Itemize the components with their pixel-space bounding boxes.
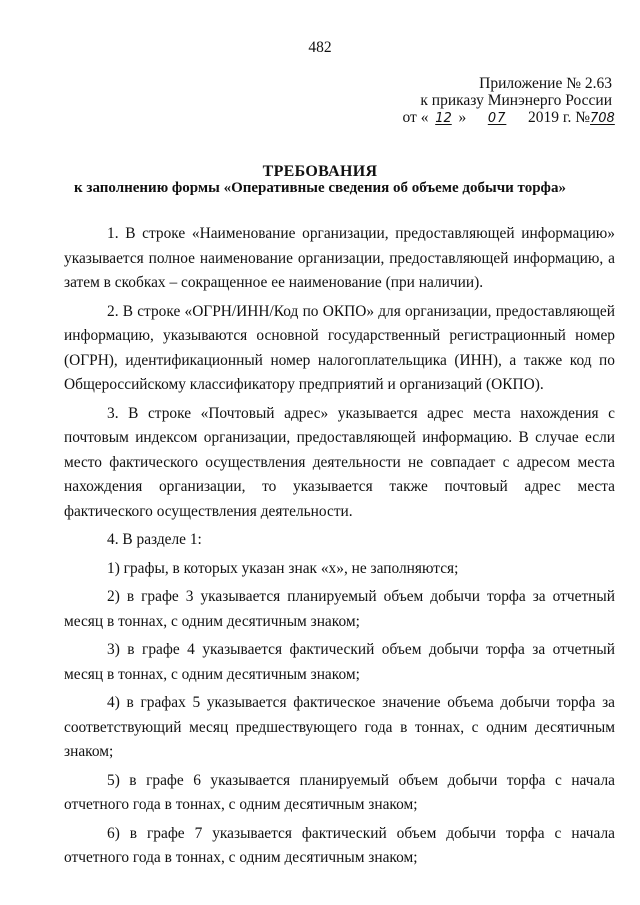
page-number: 482 — [308, 39, 332, 56]
paragraph: 1) графы, в которых указан знак «х», не заполняются; — [107, 559, 459, 577]
date-year-text: 2019 г. № — [527, 109, 590, 126]
document-title: ТРЕБОВАНИЯ — [262, 163, 378, 180]
paragraph: 3. В строке «Почтовый адрес» указывается адрес места нахождения с почтовым индексом организации, предоставляющей информацию. В случае если место фактического осуществления деятельности не совпадает с адресом места нахождения организации, то указывается также почтовый адрес места фактического осуществления деятельности. — [64, 404, 615, 520]
paragraph: 1. В строке «Наименование организации, предоставляющей информацию» указывается полное наименование организации, предоставляющей информацию, а затем в скобках – сокращенное ее наименование (при наличии). — [64, 225, 615, 291]
handwritten-day: 12 — [435, 111, 452, 126]
paragraph: 4. В разделе 1: — [107, 531, 202, 548]
handwritten-order-number: 708 — [590, 111, 615, 126]
paragraph: 2. В строке «ОГРН/ИНН/Код по ОКПО» для организации, предоставляющей информацию, указываются основной государственный регистрационный номер (ОГРН), идентификационный номер налогоплательщика (ИНН), а также код по Общероссийскому классификатору предприятий и организаций (ОКПО). — [64, 302, 615, 393]
appendix-title: Приложение № 2.63 — [479, 75, 612, 92]
appendix-order-ref: к приказу Минэнерго России — [420, 92, 612, 109]
paragraph: 2) в графе 3 указывается планируемый объем добычи торфа за отчетный месяц в тоннах, с одним десятичным знаком; — [64, 588, 615, 630]
handwritten-month: 07 — [487, 111, 507, 126]
document-subtitle: к заполнению формы «Оперативные сведения об объеме добычи торфа» — [74, 180, 566, 196]
date-prefix: от « — [402, 109, 429, 126]
paragraph: 5) в графе 6 указывается планируемый объем добычи торфа с начала отчетного года в тоннах, с одним десятичным знаком; — [64, 771, 615, 813]
appendix-date-line — [352, 109, 615, 127]
date-mid: » — [458, 109, 467, 126]
appendix-block — [352, 75, 615, 127]
document-body — [64, 222, 615, 875]
paragraph: 6) в графе 7 указывается фактический объем добычи торфа с начала отчетного года в тоннах, с одним десятичным знаком; — [64, 824, 615, 866]
paragraph: 3) в графе 4 указывается фактический объем добычи торфа за отчетный месяц в тоннах, с одним десятичным знаком; — [64, 641, 615, 683]
paragraph: 4) в графах 5 указывается фактическое значение объема добычи торфа за соответствующий месяц предшествующего года в тоннах, с одним десятичным знаком; — [64, 694, 615, 760]
